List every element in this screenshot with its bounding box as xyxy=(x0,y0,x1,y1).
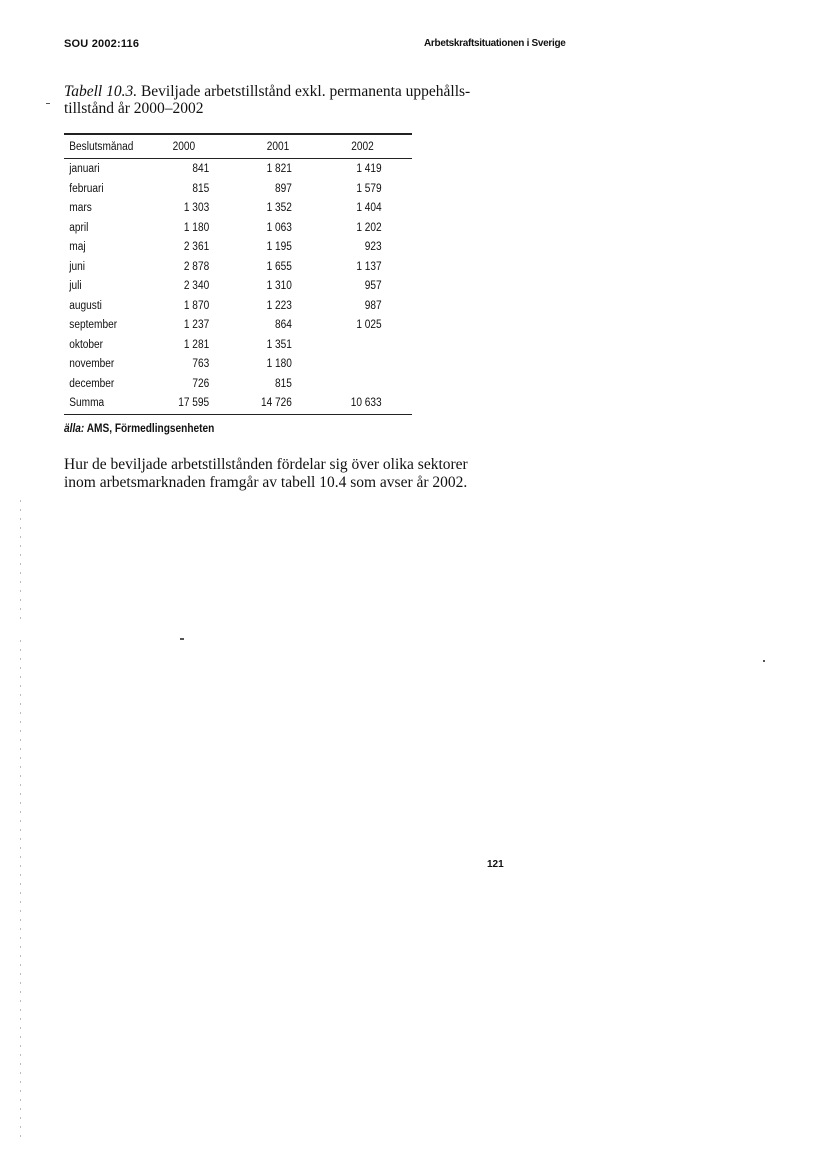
value-2000-cell: 726 xyxy=(192,377,210,390)
table-bottom-rule xyxy=(64,414,412,415)
table-row xyxy=(64,336,412,356)
body-paragraph xyxy=(64,456,544,492)
value-2000-cell: 17 595 xyxy=(178,397,210,409)
running-header-left: SOU 2002:116 xyxy=(64,38,140,50)
value-2002-cell: 10 633 xyxy=(350,397,382,409)
value-2001-cell: 1 223 xyxy=(266,299,292,312)
table-row xyxy=(64,258,412,278)
value-2000-cell: 2 340 xyxy=(183,280,210,292)
table-row xyxy=(64,394,412,414)
scan-margin-marks xyxy=(20,640,21,1140)
table-caption-label: Tabell 10.3. xyxy=(64,83,138,100)
value-2001-cell: 1 180 xyxy=(266,358,292,370)
value-2001-cell: 1 821 xyxy=(266,163,292,175)
table-row xyxy=(64,277,412,297)
page-number: 121 xyxy=(487,859,504,870)
month-cell: januari xyxy=(69,163,100,175)
permits-table xyxy=(64,133,412,415)
value-2001-cell: 1 063 xyxy=(266,221,292,234)
month-cell: augusti xyxy=(69,299,102,312)
value-2001-cell: 815 xyxy=(275,377,292,390)
running-header-right: Arbetskraftsituationen i Sverige xyxy=(424,38,566,49)
value-2002-cell: 1 202 xyxy=(356,221,382,234)
value-2002-cell: 1 025 xyxy=(356,319,382,331)
value-2000-cell: 1 870 xyxy=(183,299,210,312)
value-2001-cell: 1 195 xyxy=(266,241,292,253)
value-2000-cell: 2 361 xyxy=(183,241,210,253)
value-2001-cell: 897 xyxy=(275,182,292,195)
table-row xyxy=(64,219,412,239)
table-row xyxy=(64,199,412,219)
value-2000-cell: 815 xyxy=(192,182,210,195)
value-2002-cell: 1 404 xyxy=(356,202,382,214)
value-2000-cell: 2 878 xyxy=(183,260,210,273)
paragraph-line2: inom arbetsmarknaden framgår av tabell 10.4 som avser år 2002. xyxy=(64,474,468,491)
value-2002-cell: 987 xyxy=(364,299,382,312)
month-cell: september xyxy=(69,319,118,331)
table-caption-text-line1: Beviljade arbetstillstånd exkl. permanenta uppehålls- xyxy=(140,83,471,100)
table-body xyxy=(64,159,412,414)
table-row xyxy=(64,180,412,200)
month-cell: juli xyxy=(69,280,82,292)
month-cell: februari xyxy=(69,182,104,195)
column-header-2001: 2001 xyxy=(266,141,290,153)
table-row xyxy=(64,238,412,258)
value-2000-cell: 841 xyxy=(192,163,210,175)
month-cell: april xyxy=(69,221,89,234)
scan-speck xyxy=(180,638,184,640)
table-source xyxy=(64,423,214,435)
value-2001-cell: 14 726 xyxy=(260,397,292,409)
value-2002-cell: 923 xyxy=(364,241,382,253)
scan-speck xyxy=(46,103,50,104)
month-cell: oktober xyxy=(69,338,104,351)
value-2001-cell: 1 655 xyxy=(266,260,292,273)
month-cell: maj xyxy=(69,241,86,253)
column-header-2002: 2002 xyxy=(351,141,374,153)
value-2000-cell: 1 180 xyxy=(183,221,210,234)
table-row xyxy=(64,297,412,317)
month-cell: november xyxy=(69,358,115,370)
value-2001-cell: 1 352 xyxy=(266,202,292,214)
value-2000-cell: 1 281 xyxy=(183,338,210,351)
paragraph-line1: Hur de beviljade arbetstillstånden fördelar sig över olika sektorer xyxy=(64,456,468,473)
column-header-month: Beslutsmånad xyxy=(69,141,134,153)
value-2001-cell: 864 xyxy=(275,319,292,331)
value-2002-cell: 1 419 xyxy=(356,163,382,175)
value-2002-cell: 1 137 xyxy=(356,260,382,273)
table-caption-text-line2: tillstånd år 2000–2002 xyxy=(64,100,204,117)
scan-margin-marks xyxy=(20,500,21,620)
table-row xyxy=(64,375,412,395)
value-2000-cell: 763 xyxy=(192,358,210,370)
month-cell: mars xyxy=(69,202,92,214)
table-top-rule xyxy=(64,133,412,135)
source-text: AMS, Förmedlingsenheten xyxy=(86,423,215,435)
value-2001-cell: 1 351 xyxy=(266,338,292,351)
value-2002-cell: 1 579 xyxy=(356,182,382,195)
scan-speck xyxy=(763,660,765,662)
value-2002-cell: 957 xyxy=(364,280,382,292)
value-2000-cell: 1 303 xyxy=(183,202,210,214)
table-header-row xyxy=(64,136,412,158)
value-2001-cell: 1 310 xyxy=(266,280,292,292)
source-label: älla: xyxy=(64,423,85,435)
month-cell: december xyxy=(69,377,115,390)
table-caption xyxy=(64,83,524,117)
value-2000-cell: 1 237 xyxy=(183,319,210,331)
table-row xyxy=(64,316,412,336)
column-header-2000: 2000 xyxy=(172,141,196,153)
month-cell: Summa xyxy=(69,397,105,409)
table-row xyxy=(64,355,412,375)
month-cell: juni xyxy=(69,260,86,273)
table-row xyxy=(64,160,412,180)
